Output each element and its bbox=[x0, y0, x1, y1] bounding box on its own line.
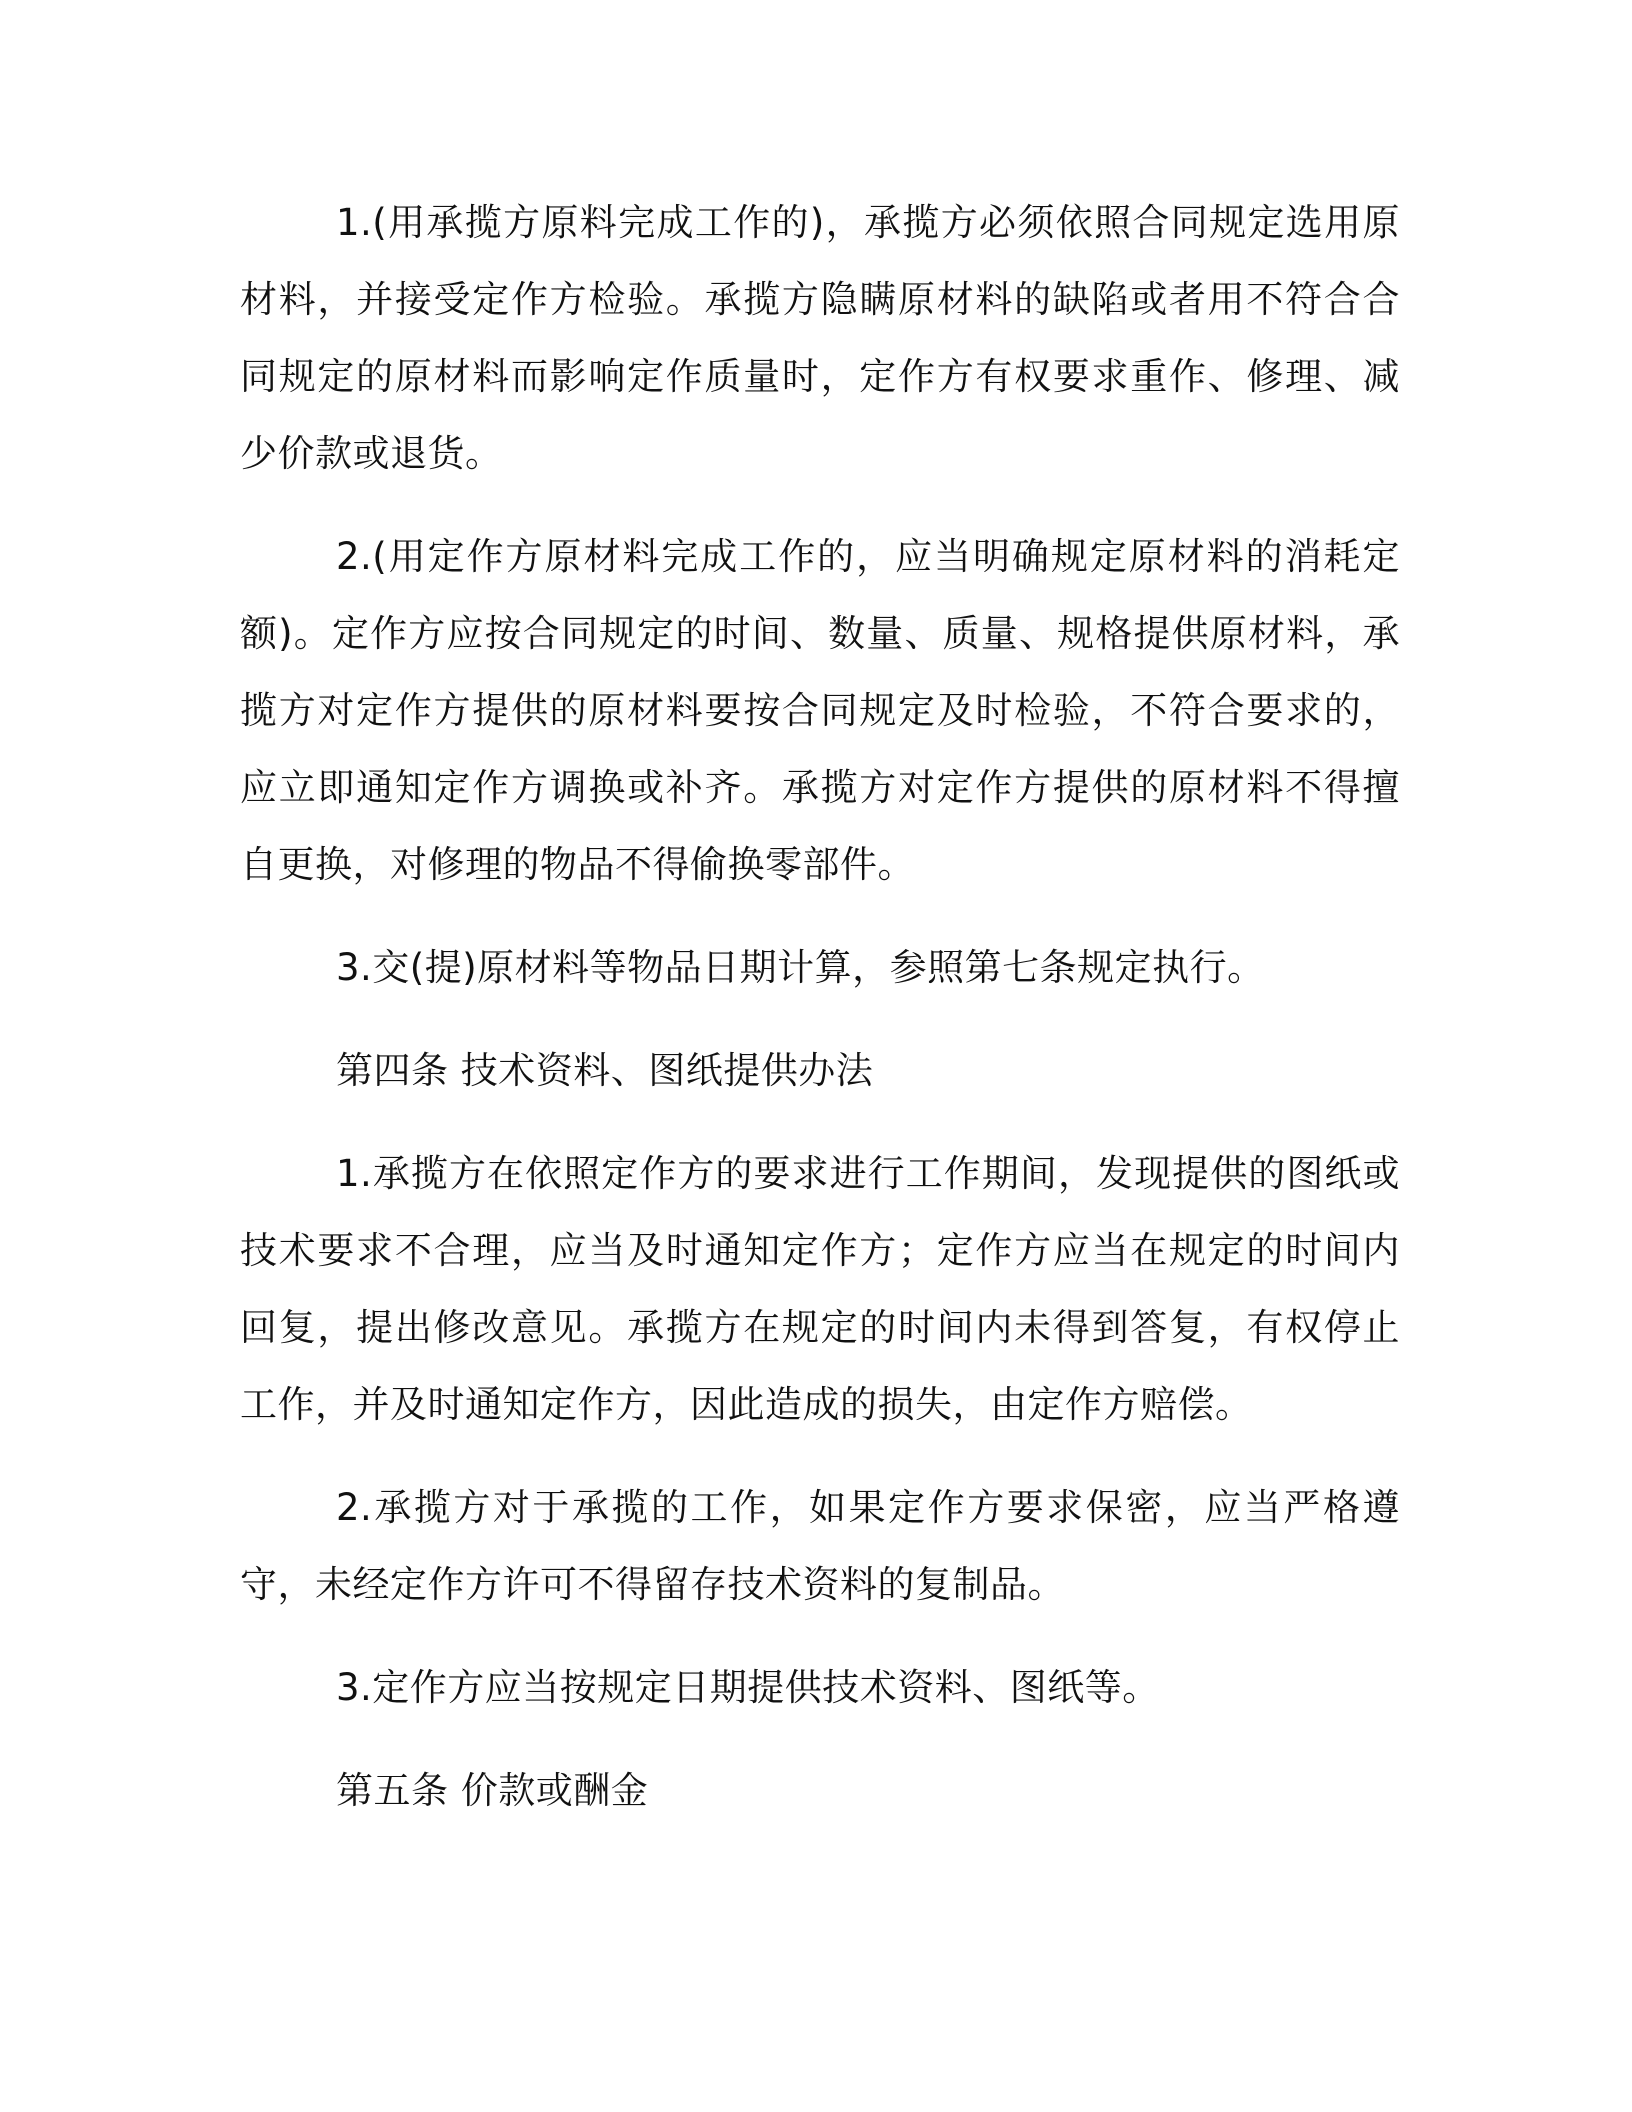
article-five-heading: 第五条 价款或酬金 bbox=[336, 1769, 649, 1812]
paragraph-client-materials: 2.(用定作方原材料完成工作的，应当明确规定原材料的消耗定额)。定作方应按合同规定的时间、数量、质量、规格提供原材料，承揽方对定作方提供的原材料要按合同规定及时检验，不符合要求的，应立即通知定作方调换或补齐。承揽方对定作方提供的原材料不得擅自更换，对修理的物品不得偷换零部件。 bbox=[240, 535, 1400, 886]
paragraph-confidentiality: 2.承揽方对于承揽的工作，如果定作方要求保密，应当严格遵守，未经定作方许可不得留存技术资料的复制品。 bbox=[240, 1486, 1400, 1606]
paragraph-drawing-issues: 1.承揽方在依照定作方的要求进行工作期间，发现提供的图纸或技术要求不合理，应当及时通知定作方；定作方应当在规定的时间内回复，提出修改意见。承揽方在规定的时间内未得到答复，有权停止工作，并及时通知定作方，因此造成的损失，由定作方赔偿。 bbox=[240, 1152, 1400, 1426]
article-four-heading: 第四条 技术资料、图纸提供办法 bbox=[336, 1049, 874, 1092]
document-body bbox=[240, 184, 1400, 1855]
paragraph-delivery-date: 3.交(提)原材料等物品日期计算，参照第七条规定执行。 bbox=[336, 946, 1265, 989]
paragraph-technical-data-date: 3.定作方应当按规定日期提供技术资料、图纸等。 bbox=[336, 1666, 1160, 1709]
paragraph-contractor-materials: 1.(用承揽方原料完成工作的)，承揽方必须依照合同规定选用原材料，并接受定作方检验。承揽方隐瞒原材料的缺陷或者用不符合合同规定的原材料而影响定作质量时，定作方有权要求重作、修理、减少价款或退货。 bbox=[240, 201, 1400, 475]
